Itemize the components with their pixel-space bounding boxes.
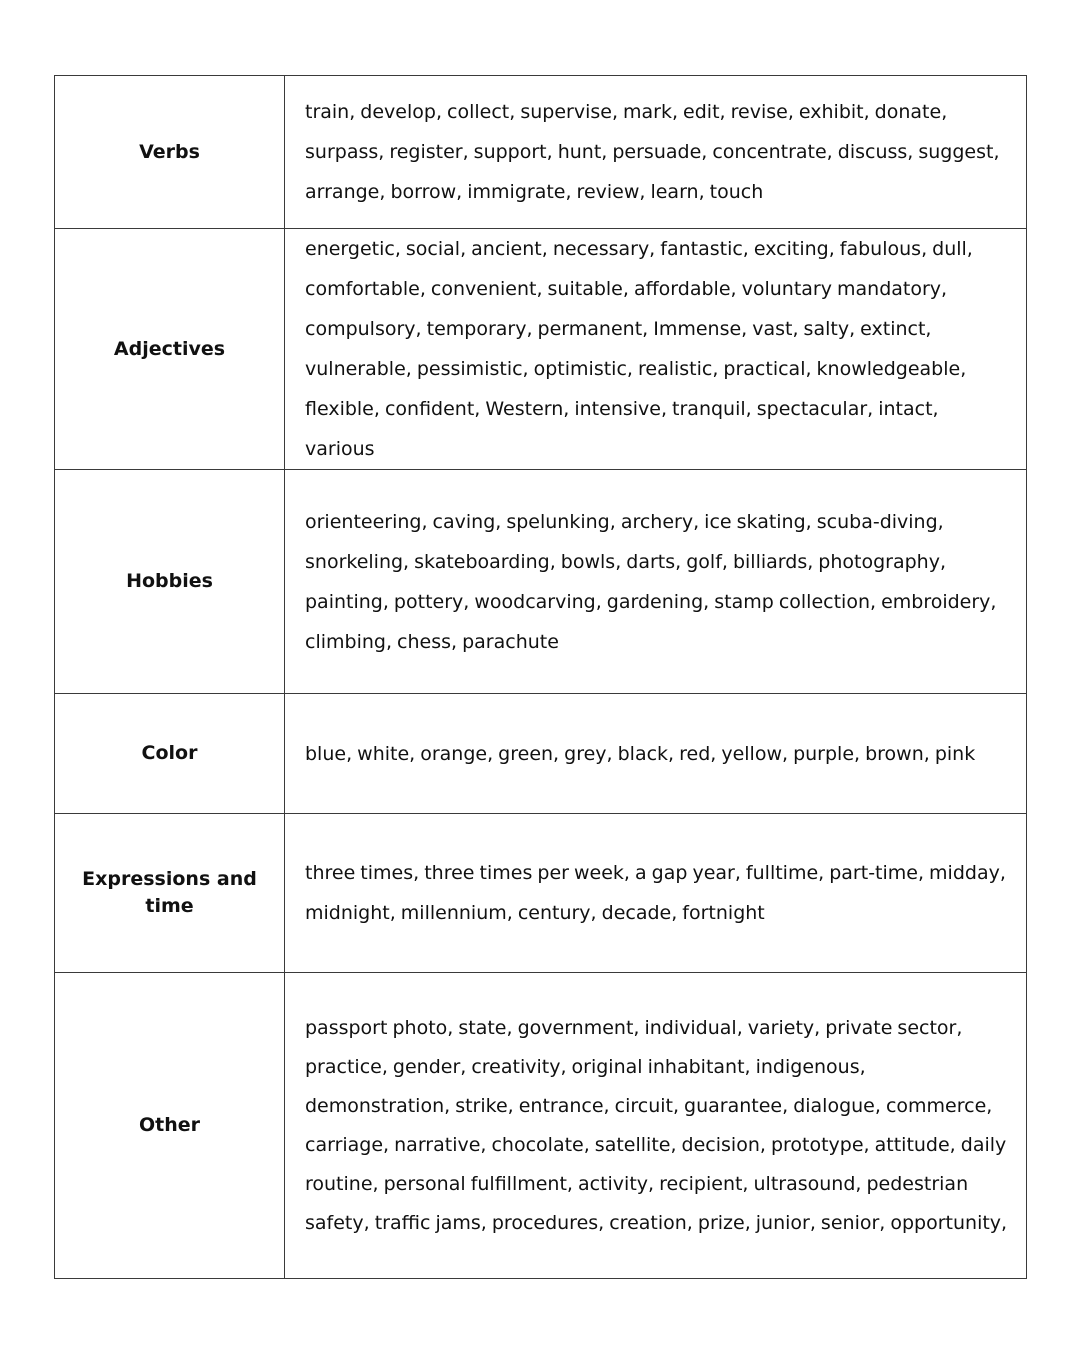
category-label-adjectives: Adjectives (55, 229, 285, 470)
word-list-verbs: train, develop, collect, supervise, mark, edit, revise, exhibit, donate, surpass, register, support, hunt, persuade, concentrate, discuss, suggest, arrange, borrow, immigrate, review, learn, touch (285, 76, 1027, 229)
table-row-color (55, 694, 1027, 814)
vocabulary-table (54, 75, 1027, 1279)
category-label-expressions-and-time: Expressions and time (55, 814, 285, 973)
table-row-expressions-and-time (55, 814, 1027, 973)
category-label-hobbies: Hobbies (55, 470, 285, 694)
word-list-adjectives: energetic, social, ancient, necessary, fantastic, exciting, fabulous, dull, comfortable, convenient, suitable, affordable, voluntary mandatory, compulsory, temporary, permanent, Immense, vast, salty, extinct, vulnerable, pessimistic, optimistic, realistic, practical, knowledgeable, flexible, confident, Western, intensive, tranquil, spectacular, intact, various (285, 229, 1027, 470)
category-label-color: Color (55, 694, 285, 814)
table-row-hobbies (55, 470, 1027, 694)
word-list-hobbies: orienteering, caving, spelunking, archery, ice skating, scuba-diving, snorkeling, skateboarding, bowls, darts, golf, billiards, photography, painting, pottery, woodcarving, gardening, stamp collection, embroidery, climbing, chess, parachute (285, 470, 1027, 694)
word-list-other: passport photo, state, government, individual, variety, private sector, practice, gender, creativity, original inhabitant, indigenous, demonstration, strike, entrance, circuit, guarantee, dialogue, commerce, carriage, narrative, chocolate, satellite, decision, prototype, attitude, daily routine, personal fulfillment, activity, recipient, ultrasound, pedestrian safety, traffic jams, procedures, creation, prize, junior, senior, opportunity, (285, 973, 1027, 1279)
table-row-verbs (55, 76, 1027, 229)
table-row-other (55, 973, 1027, 1279)
category-label-other: Other (55, 973, 285, 1279)
category-label-verbs: Verbs (55, 76, 285, 229)
word-list-color: blue, white, orange, green, grey, black, red, yellow, purple, brown, pink (285, 694, 1027, 814)
table-row-adjectives (55, 229, 1027, 470)
word-list-expressions-and-time: three times, three times per week, a gap year, fulltime, part-time, midday, midnight, millennium, century, decade, fortnight (285, 814, 1027, 973)
